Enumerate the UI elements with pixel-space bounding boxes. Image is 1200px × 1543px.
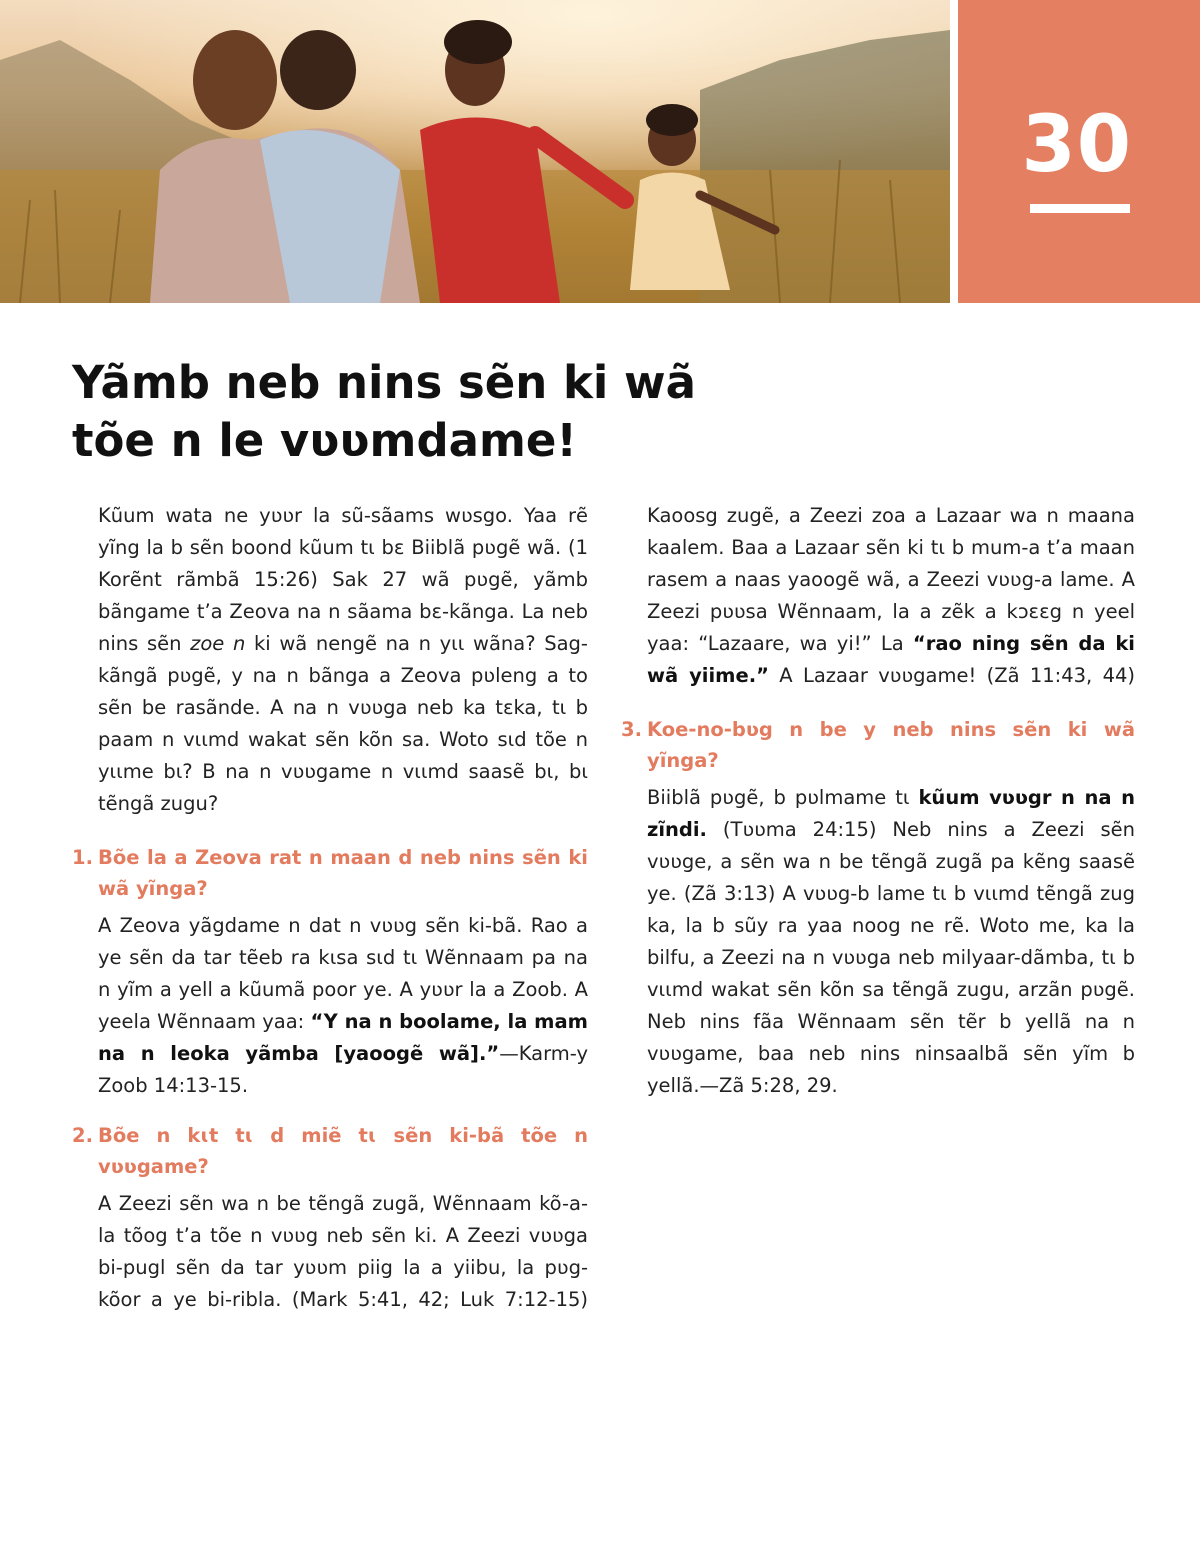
answer-1-reference: —Karm-y Zoob 14:13-15. [98,1042,588,1097]
answer-3-text-1: Biiblã pʋgẽ, b pʋlmame tɩ [647,786,919,809]
question-1-number: 1. [72,846,93,869]
answer-2-text-1-continued: Kaoosg zugẽ, a Zeezi zoa a Lazaar wa n maana kaalem. Baa a Lazaar sẽn ki tɩ b mum-a t’a maan rasem a naas yaoogẽ wã, a Zeezi vʋʋg-a lame. A Zeezi pʋʋsa Wẽnnaam, la a zẽk a kɔɛɛg n yeel yaa: “Lazaare, wa yi!” La [647,504,1135,655]
answer-3-text-2: (Tʋʋma 24:15) Neb nins a Zeezi sẽn vʋʋge, a sẽn wa n be tẽngã zugã pa kẽng saasẽ ye. (Zã 3:13) A vʋʋg-b lame tɩ b vɩɩmd tẽngã zug ka, la b sũy ra yaa noog ne rẽ. Woto me, ka la bilfu, a Zeezi na n vʋʋga neb milyaar-dãmba, tɩ b vɩɩmd wakat sẽn kõn sa tẽngã zugu, arzãn pʋgẽ. Neb nins fãa Wẽnnaam sẽn tẽr b yellã na n vʋʋgame, baa neb nins ninsaalbã sẽn yĩm b yellã.—Zã 5:28, 29. [647,818,1135,1097]
answer-2-text-1: A Zeezi sẽn wa n be tẽngã zugã, Wẽnnaam kõ-a-la tõog t’a tõe n vʋʋg neb sẽn ki. A Zeezi vʋʋga bi-pugl sẽn da tar yʋʋm piig la a yiibu, la pʋg-kõor a ye bi-ribla. (Mark 5:41, 42; Luk 7:12-15) [98,1192,588,1311]
question-1 [72,842,588,904]
question-3 [621,714,1135,776]
question-3-number: 3. [621,718,642,741]
answer-1-text: A Zeova yãgdame n dat n vʋʋg sẽn ki-bã. Rao a ye sẽn da tar tẽeb ra kɩsa sɩd tɩ Wẽnnaam pa na n yĩm a yell a kũumã poor ye. A yʋʋr la a Zoob. A yeela Wẽnnaam yaa: [98,914,588,1033]
question-2 [72,1120,588,1182]
page-title-line-2: tõe n le vʋʋmdame! [72,414,577,467]
chapter-number: 30 [1021,100,1132,190]
header-photo [0,0,950,303]
header-divider [950,0,958,303]
chapter-underline [1030,204,1130,213]
answer-3-bold: kũum vʋʋgr n na n zĩndi. [647,786,1135,841]
page-title [72,354,832,470]
right-column [621,500,1135,1102]
question-1-text: Bõe la a Zeova rat n maan d neb nins sẽn ki wã yĩnga? [98,846,588,900]
answer-2-bold-continued: “rao ning sẽn da ki wã yiime.” [647,632,1135,687]
intro-paragraph [98,500,588,820]
answer-1-paragraph [98,910,588,1102]
question-2-number: 2. [72,1124,93,1147]
answer-2-paragraph [98,1188,588,1316]
answer-2-paragraph-continued [647,500,1135,692]
family-photo-icon [0,0,950,303]
answer-3-paragraph [647,782,1135,1102]
answer-2-text-2-continued: A Lazaar vʋʋgame! (Zã 11:43, 44) [779,664,1135,687]
answer-2-continuation [647,500,1135,692]
question-3-text: Koe-no-bʋg n be y neb nins sẽn ki wã yĩnga? [647,718,1135,772]
intro-text-2: ki wã nengẽ na n yɩɩ wãna? Sag-kãngã pʋgẽ, y na n bãnga a Zeova pʋleng a to sẽn be rasãnde. A na n vʋʋga neb ka tɛka, tɩ b paam n vɩɩmd wakat sẽn kõn sa. Woto sɩd tõe n yɩɩme bɩ? B na n vʋʋgame n vɩɩmd saasẽ bɩ, bɩ tẽngã zugu? [98,632,588,815]
intro-text-1: Kũum wata ne yʋʋr la sũ-sãams wʋsgo. Yaa rẽ yĩng la b sẽn boond kũum tɩ bɛ Biiblã pʋgẽ wã. (1 Korẽnt rãmbã 15:26) Sak 27 wã pʋgẽ, yãmb bãngame t’a Zeova na n sãama bɛ-kãnga. La neb nins sẽn [98,504,588,655]
left-column [72,500,588,1316]
page-title-line-1: Yãmb neb nins sẽn ki wã [72,356,696,409]
intro-italic: zoe n [190,632,246,655]
answer-1-quote: “Y na n boolame, la mam na n leoka yãmba [yaoogẽ wã].” [98,1010,588,1065]
question-2-text: Bõe n kɩt tɩ d miẽ tɩ sẽn ki-bã tõe n vʋʋgame? [98,1124,588,1178]
chapter-badge [958,0,1200,303]
